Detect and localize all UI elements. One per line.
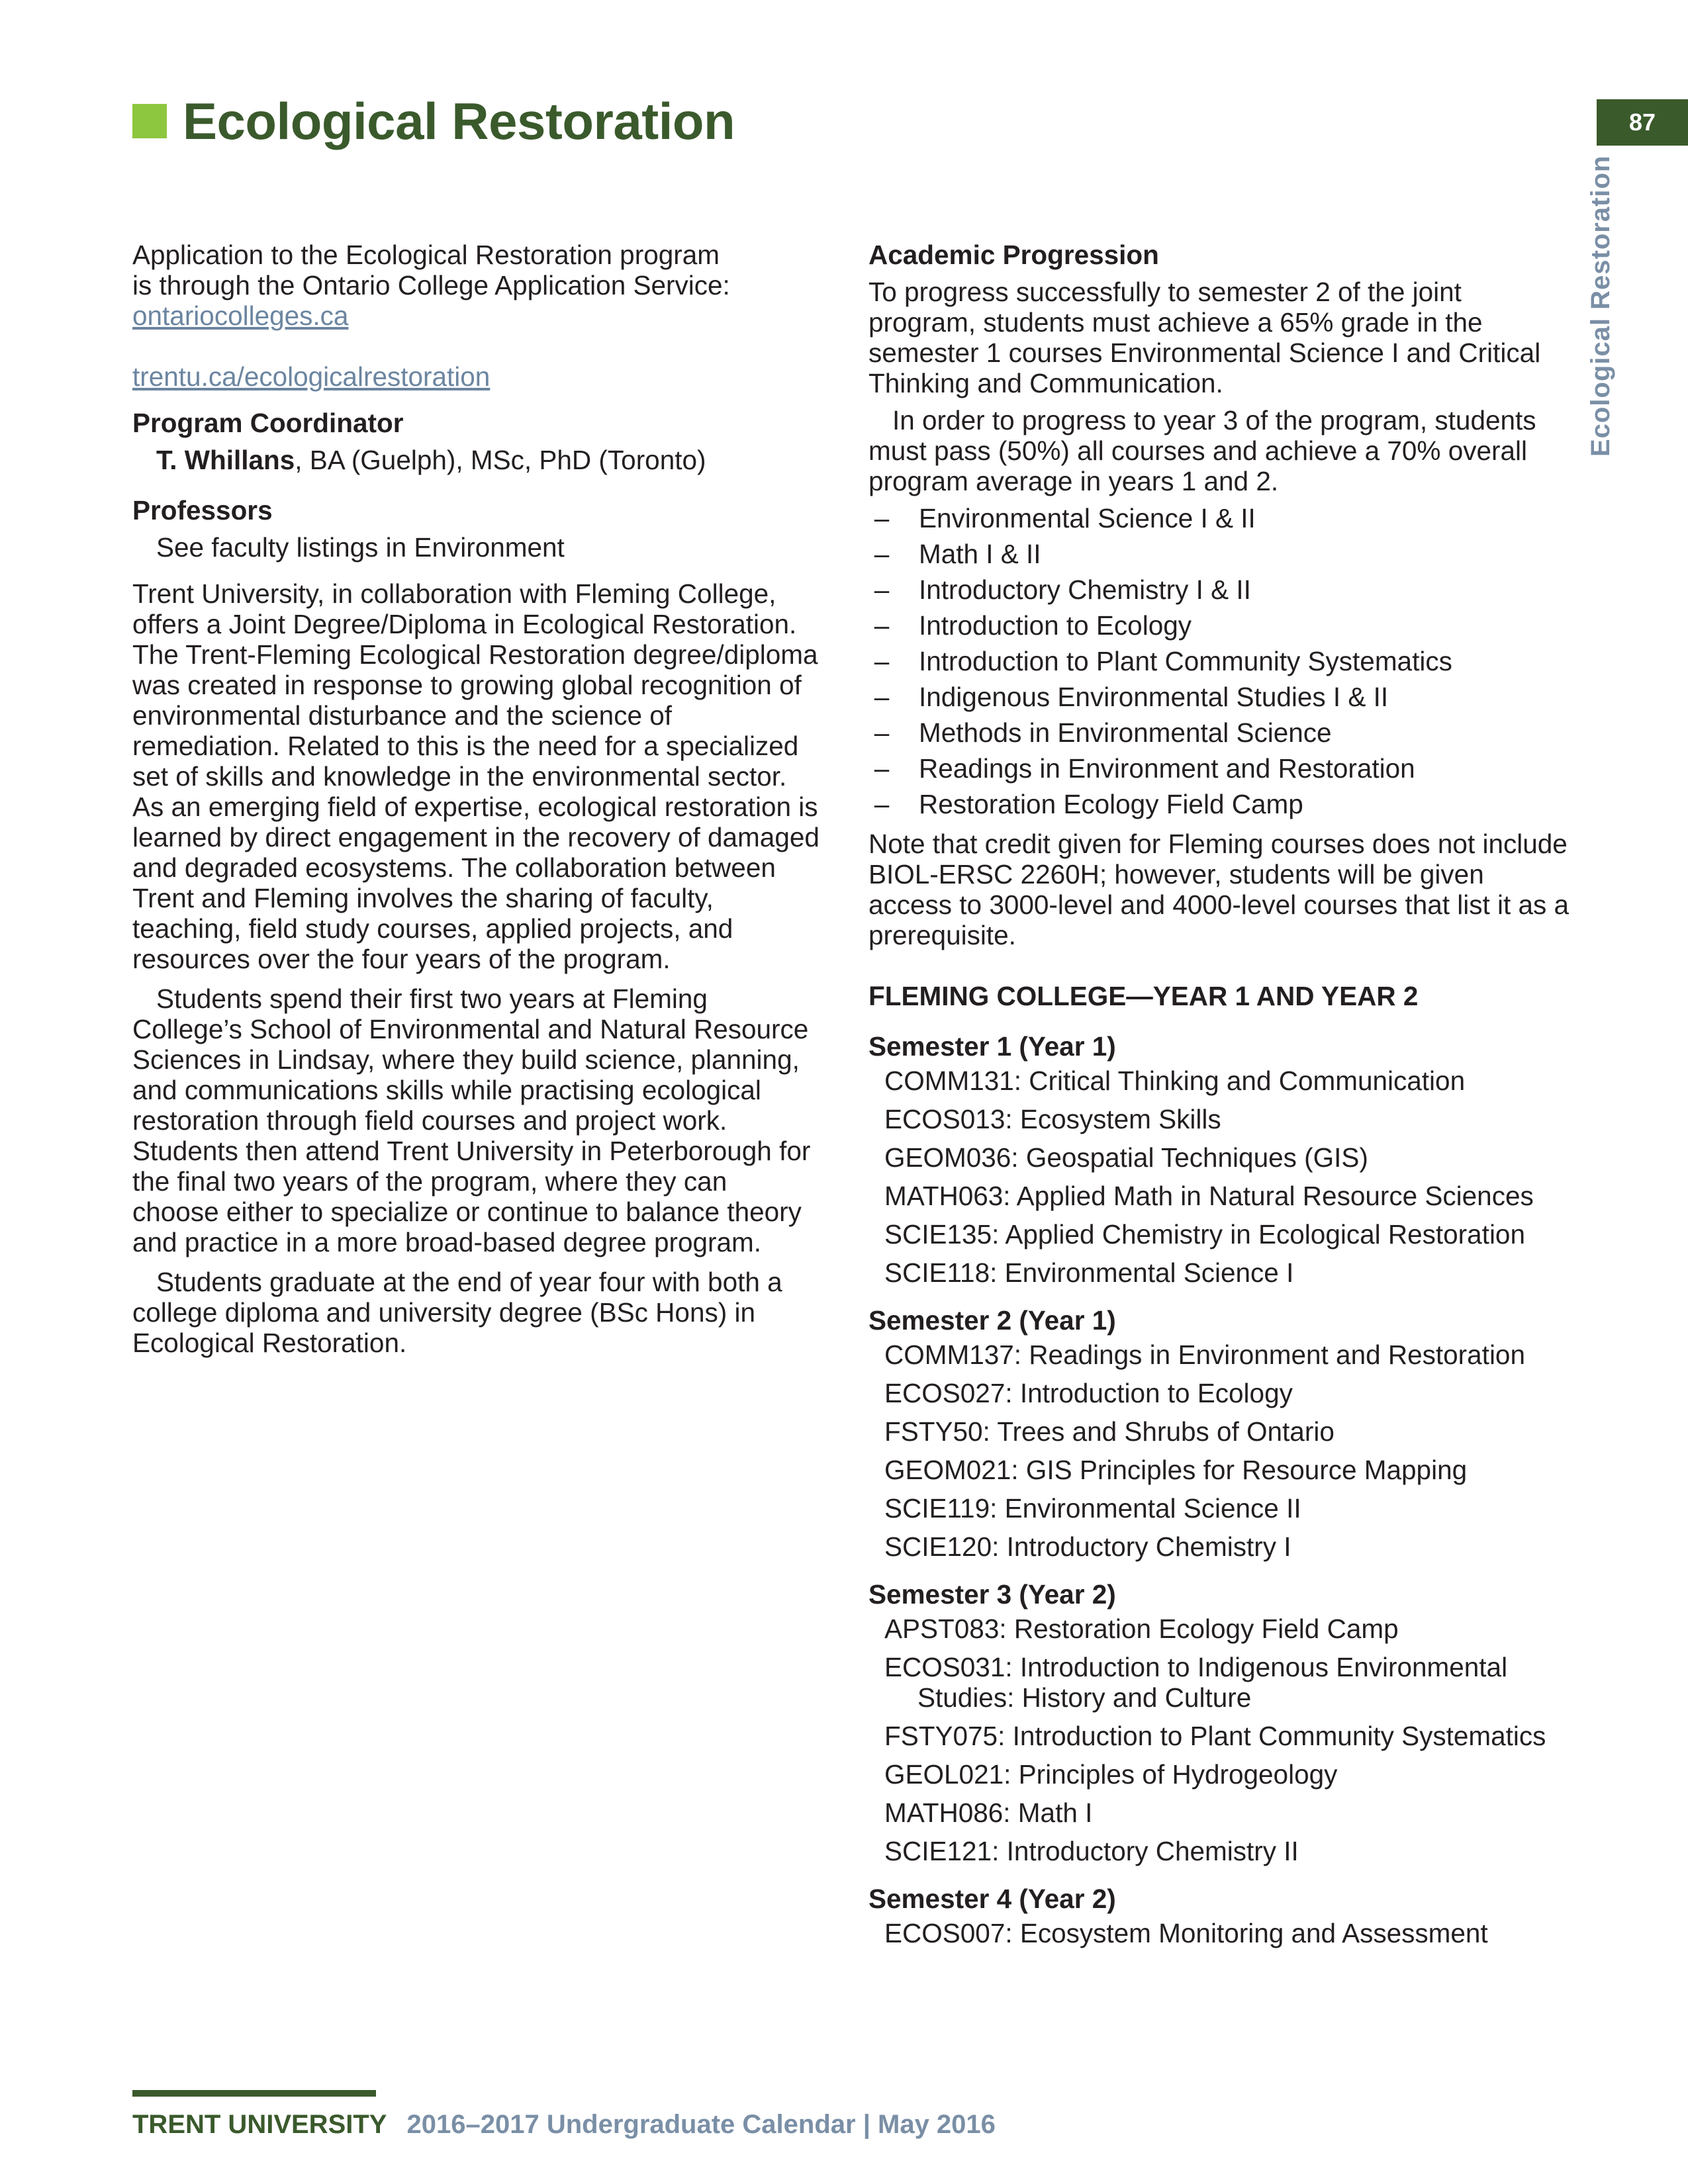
fleming-paragraph: Students spend their first two years at Fleming College’s School of Environmental and Natural Resource Sciences in Lindsay, where they build science, planning, and communications skills while practising ecological restoration through field courses and project work. Students then attend Trent University in Peterborough for the final two years of the program, where they can choose either to specialize or continue to balance theory and practice in a more broad-based degree program.	[132, 983, 811, 1257]
intro-paragraph: Trent University, in collaboration with Fleming College, offers a Joint Degree/Diploma in Ecological Restoration. The Trent-Fleming Ecological Restoration degree/diploma was created in response to growing global recognition of environmental disturbance and the science of remediation. Related to this is the need for a specialized set of skills and knowledge in the environmental sector. As an emerging field of expertise, ecological restoration is learned by direct engagement in the recovery of damaged and degraded ecosystems. The collaboration between Trent and Fleming involves the sharing of faculty, teaching, field study courses, applied projects, and resources over the four years of the program.	[132, 578, 820, 974]
list-item: ECOS013: Ecosystem Skills	[884, 1104, 1221, 1134]
footer-subtitle: 2016–2017 Undergraduate Calendar | May 2016	[406, 2110, 996, 2139]
semester-4-courses	[868, 1914, 1570, 1952]
semester-4-heading: Semester 4 (Year 2)	[868, 1884, 1116, 1914]
semester-1-courses	[868, 1062, 1570, 1292]
list-item: – Methods in Environmental Science	[874, 717, 1332, 748]
progression-heading: Academic Progression	[868, 240, 1159, 270]
semester-2-courses	[868, 1336, 1570, 1566]
coordinator-name: T. Whillans	[156, 445, 295, 475]
list-item: FSTY50: Trees and Shrubs of Ontario	[884, 1416, 1335, 1447]
coordinator-heading: Program Coordinator	[132, 408, 404, 438]
coordinator-credentials: , BA (Guelph), MSc, PhD (Toronto)	[295, 445, 706, 475]
progression-paragraph-1: To progress successfully to semester 2 of the joint program, students must achieve a 65% grade in the semester 1 courses Environmental Science I and Critical Thinking and Communication.	[868, 277, 1541, 398]
list-item: – Indigenous Environmental Studies I & II	[874, 682, 1389, 712]
credit-note: Note that credit given for Fleming courses does not include BIOL-ERSC 2260H; however, students will be given access to 3000-level and 4000-level courses that list it as a prerequisite.	[868, 829, 1570, 950]
list-item: ECOS007: Ecosystem Monitoring and Assessment	[884, 1918, 1488, 1948]
required-courses-list	[868, 500, 1570, 822]
ontariocolleges-link[interactable]: ontariocolleges.ca	[132, 300, 349, 331]
right-column	[868, 240, 1570, 1952]
list-item: SCIE119: Environmental Science II	[884, 1493, 1301, 1524]
side-section-label: Ecological Restoration	[1586, 155, 1615, 457]
professors-text: See faculty listings in Environment	[156, 532, 565, 563]
list-item: SCIE121: Introductory Chemistry II	[884, 1836, 1299, 1866]
footer-rule	[132, 2090, 376, 2097]
semester-2-heading: Semester 2 (Year 1)	[868, 1305, 1116, 1336]
list-item: COMM137: Readings in Environment and Restoration	[884, 1340, 1525, 1370]
application-line-1: Application to the Ecological Restoration program	[132, 240, 720, 270]
list-item: GEOM021: GIS Principles for Resource Mapping	[884, 1455, 1468, 1485]
list-item: – Readings in Environment and Restoration	[874, 753, 1415, 784]
list-item: ECOS031: Introduction to Indigenous Environmental Studies: History and Culture	[884, 1652, 1508, 1713]
list-item: – Math I & II	[874, 539, 1041, 569]
list-item: APST083: Restoration Ecology Field Camp	[884, 1614, 1399, 1644]
list-item: ECOS027: Introduction to Ecology	[884, 1378, 1293, 1408]
coordinator-line	[132, 445, 821, 475]
graduate-paragraph: Students graduate at the end of year four with both a college diploma and university degree (BSc Hons) in Ecological Restoration.	[132, 1267, 782, 1358]
page-title: Ecological Restoration	[183, 91, 735, 150]
title-square-icon	[132, 104, 167, 138]
footer	[132, 2110, 996, 2140]
list-item: FSTY075: Introduction to Plant Community Systematics	[884, 1721, 1546, 1751]
list-item: SCIE118: Environmental Science I	[884, 1257, 1294, 1288]
list-item: – Restoration Ecology Field Camp	[874, 789, 1303, 819]
list-item: SCIE135: Applied Chemistry in Ecological Restoration	[884, 1219, 1525, 1250]
semester-1-heading: Semester 1 (Year 1)	[868, 1031, 1116, 1062]
list-item: – Environmental Science I & II	[874, 503, 1256, 533]
list-item: – Introduction to Plant Community Systematics	[874, 646, 1452, 676]
application-line-2: is through the Ontario College Application Service:	[132, 270, 730, 300]
professors-heading: Professors	[132, 495, 273, 525]
semester-3-heading: Semester 3 (Year 2)	[868, 1579, 1116, 1610]
list-item: GEOL021: Principles of Hydrogeology	[884, 1759, 1338, 1790]
fleming-heading: FLEMING COLLEGE—YEAR 1 AND YEAR 2	[868, 981, 1419, 1011]
semester-3-courses	[868, 1610, 1570, 1870]
list-item: MATH063: Applied Math in Natural Resource Sciences	[884, 1181, 1534, 1211]
list-item: – Introduction to Ecology	[874, 610, 1192, 641]
list-item: GEOM036: Geospatial Techniques (GIS)	[884, 1142, 1368, 1173]
footer-org: TRENT UNIVERSITY	[132, 2110, 387, 2139]
progression-paragraph-2: In order to progress to year 3 of the program, students must pass (50%) all courses and achieve a 70% overall program average in years 1 and 2.	[868, 405, 1536, 496]
page-header	[132, 85, 735, 158]
list-item: SCIE120: Introductory Chemistry I	[884, 1531, 1291, 1562]
page-number: 87	[1597, 99, 1688, 146]
left-column	[132, 240, 821, 1358]
list-item: – Introductory Chemistry I & II	[874, 574, 1251, 605]
list-item: COMM131: Critical Thinking and Communication	[884, 1066, 1466, 1096]
program-link[interactable]: trentu.ca/ecologicalrestoration	[132, 361, 491, 392]
list-item: MATH086: Math I	[884, 1797, 1093, 1828]
